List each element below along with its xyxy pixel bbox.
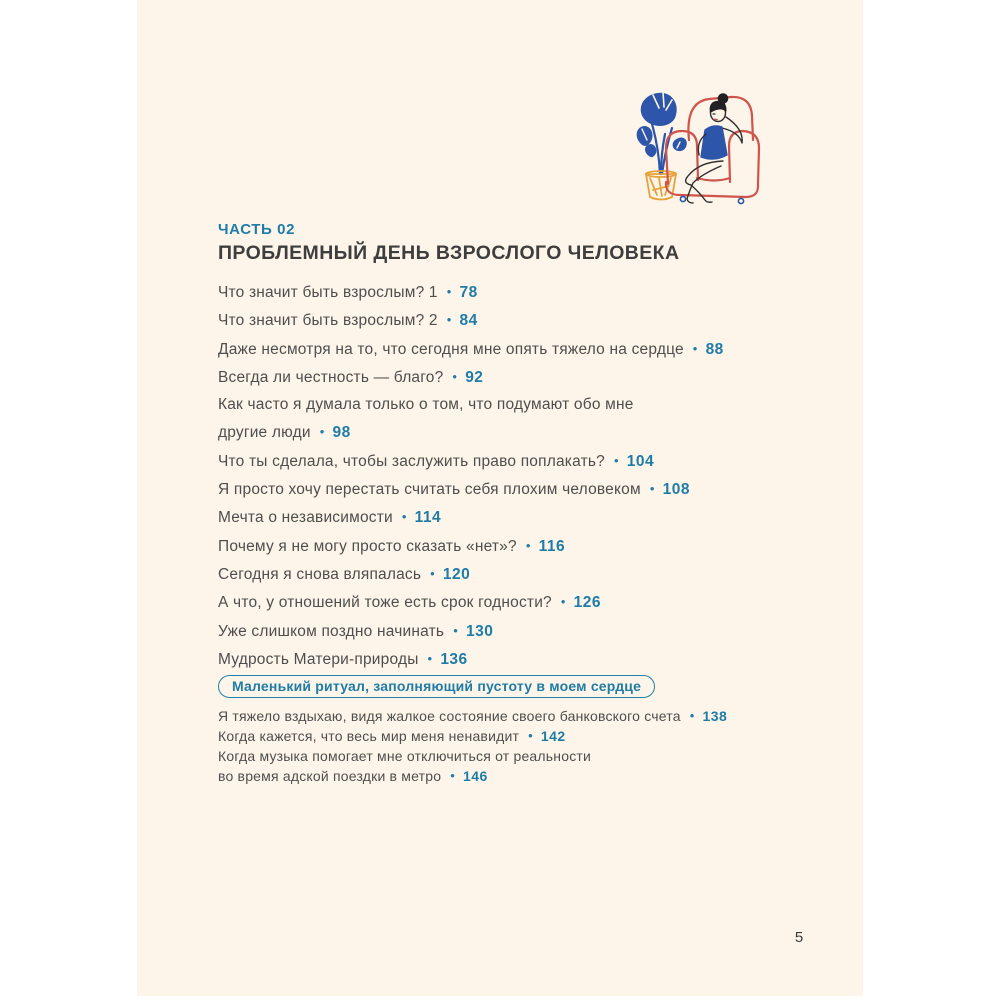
toc-entry-title: Даже несмотря на то, что сегодня мне опять тяжело на сердце	[218, 340, 684, 358]
bullet-dot-icon: •	[649, 481, 655, 497]
toc-entry	[218, 335, 818, 363]
bullet-dot-icon: •	[453, 622, 458, 638]
bullet-dot-icon: •	[427, 650, 433, 666]
book-page	[137, 0, 863, 996]
page-number: 5	[794, 929, 804, 946]
toc-entry-page: 88	[705, 340, 724, 358]
toc-entry	[218, 588, 818, 616]
toc-entry-page: 84	[459, 312, 478, 330]
toc-entry	[218, 391, 818, 418]
toc-entry-title: Что ты сделала, чтобы заслужить право поплакать?	[218, 452, 605, 470]
toc-entry-title: Мечта о независимости	[218, 509, 393, 527]
plant-pot-icon	[646, 171, 676, 200]
toc-entry-page: 108	[662, 481, 690, 499]
bullet-dot-icon: •	[560, 594, 566, 610]
toc-entry-title: Сегодня я снова вляпалась	[218, 565, 422, 583]
plant-icon	[637, 92, 687, 174]
ritual-section-label: Маленький ритуал, заполняющий пустоту в моем сердце	[232, 678, 642, 694]
woman-figure-icon	[686, 94, 743, 203]
bullet-dot-icon: •	[525, 537, 531, 553]
bullet-dot-icon: •	[446, 284, 452, 299]
toc-entry-title: Что значит быть взрослым? 1	[218, 284, 438, 301]
toc-entry-title: Я просто хочу перестать считать себя плохим человеком	[218, 481, 641, 499]
toc-entry	[218, 278, 818, 306]
bullet-dot-icon: •	[692, 340, 698, 356]
toc-entry-title: Всегда ли честность — благо?	[218, 368, 444, 386]
bullet-dot-icon: •	[450, 768, 455, 783]
toc-entry-title: Уже слишком поздно начинать	[218, 622, 445, 640]
toc-entry	[218, 363, 818, 391]
bullet-dot-icon: •	[401, 509, 407, 525]
toc-entry-page: 130	[465, 622, 494, 640]
bullet-dot-icon: •	[446, 312, 452, 328]
toc-entry-continuation	[218, 766, 838, 786]
toc-entry	[218, 306, 818, 334]
bullet-dot-icon: •	[613, 452, 619, 468]
bullet-dot-icon: •	[430, 565, 435, 581]
part-label: ЧАСТЬ 02	[218, 221, 296, 238]
toc-entry	[218, 447, 818, 475]
part-title: ПРОБЛЕМНЫЙ ДЕНЬ ВЗРОСЛОГО ЧЕЛОВЕКА	[218, 242, 680, 264]
bullet-dot-icon: •	[452, 368, 458, 384]
toc-entry-page: 120	[442, 565, 471, 583]
toc-entry-page: 98	[332, 424, 351, 442]
toc-entry-page: 78	[459, 284, 478, 301]
toc-entry-title: другие люди	[218, 424, 311, 442]
ritual-section-badge	[218, 675, 655, 698]
toc-entry-page: 104	[626, 452, 655, 470]
toc-entry-title: Когда кажется, что весь мир меня ненавидит	[218, 728, 520, 744]
table-of-contents	[218, 278, 818, 673]
toc-entry	[218, 532, 818, 560]
bullet-dot-icon: •	[528, 728, 533, 743]
toc-entry-page: 126	[573, 594, 602, 612]
toc-entry-page: 136	[440, 650, 468, 668]
toc-entry-title: Как часто я думала только о том, что подумают обо мне	[218, 396, 634, 414]
toc-entry-page: 146	[462, 768, 488, 784]
toc-entry-page: 116	[538, 537, 566, 555]
toc-entry	[218, 503, 818, 531]
toc-entry-page: 138	[702, 708, 728, 724]
toc-entry	[218, 560, 818, 588]
toc-entry-page: 92	[465, 368, 484, 386]
toc-entry-title: Что значит быть взрослым? 2	[218, 312, 438, 330]
toc-entry-title: Почему я не могу просто сказать «нет»?	[218, 537, 517, 555]
toc-entry-title: А что, у отношений тоже есть срок годности?	[218, 594, 552, 612]
toc-entry-title: во время адской поездки в метро	[218, 768, 442, 784]
toc-entry-title: Когда музыка помогает мне отключиться от реальности	[218, 748, 592, 764]
toc-entry	[218, 726, 838, 746]
toc-entry-continuation	[218, 418, 818, 446]
toc-entry	[218, 746, 838, 766]
toc-entry-title: Мудрость Матери-природы	[218, 650, 419, 668]
toc-entry	[218, 706, 838, 726]
woman-armchair-plant-illustration	[629, 82, 769, 206]
toc-entry-page: 142	[540, 728, 566, 744]
toc-entry-title: Я тяжело вздыхаю, видя жалкое состояние своего банковского счета	[218, 708, 681, 724]
bullet-dot-icon: •	[319, 424, 325, 440]
toc-entry	[218, 617, 818, 645]
toc-entry-page: 114	[414, 509, 442, 527]
bullet-dot-icon: •	[689, 708, 695, 723]
toc-entry	[218, 475, 818, 503]
toc-entry	[218, 645, 818, 673]
ritual-entries-list	[218, 706, 838, 786]
